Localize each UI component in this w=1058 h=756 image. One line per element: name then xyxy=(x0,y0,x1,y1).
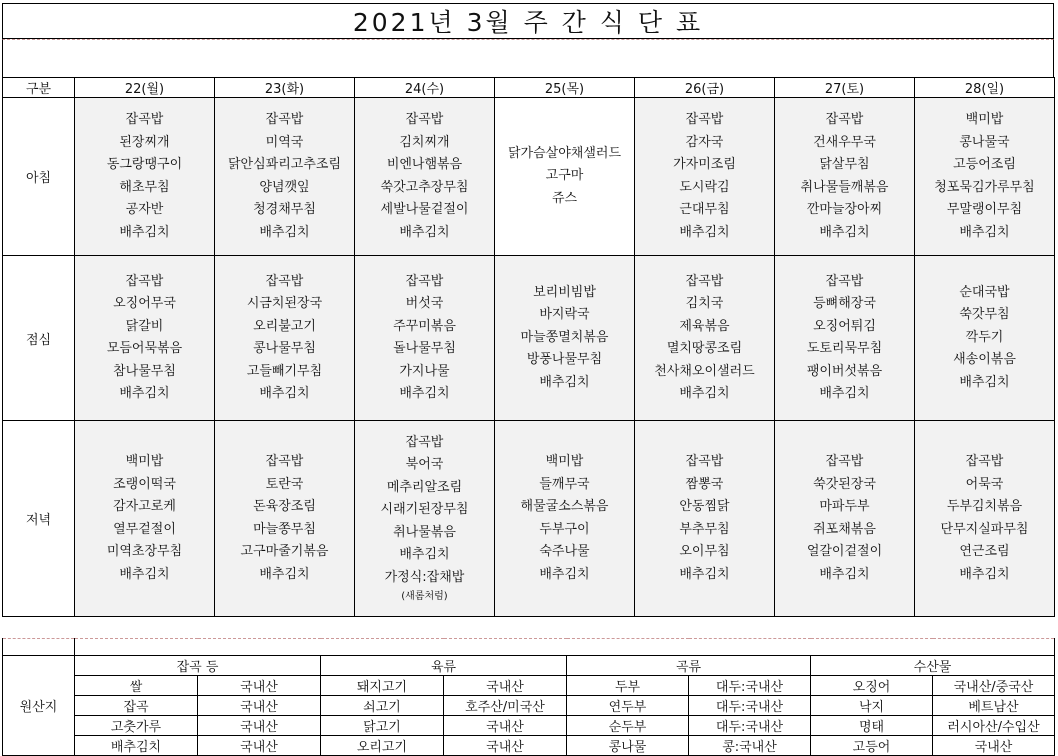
menu-item: 잡곡밥 xyxy=(685,112,724,127)
menu-item: 어묵국 xyxy=(965,476,1004,492)
origin-row xyxy=(3,696,1055,716)
day-cell xyxy=(75,256,215,421)
menu-item: 배추김치 xyxy=(259,386,310,401)
menu-item: 돈육장조림 xyxy=(253,499,316,514)
menu-item: 부추무침 xyxy=(679,521,730,537)
menu-item: 고등어조림 xyxy=(953,157,1016,172)
origin-item: 쌀 xyxy=(75,676,198,696)
origin-item: 연두부 xyxy=(567,696,689,716)
menu-item: 참나물무침 xyxy=(113,363,176,379)
menu-item: 가정식:잡채밥 xyxy=(384,569,465,585)
origin-country: 국내산 xyxy=(198,676,321,696)
day-cell xyxy=(775,256,915,421)
menu-item: 닭갈비 xyxy=(125,318,164,334)
menu-item: 바지락국 xyxy=(539,307,590,323)
menu-item: 배추김치 xyxy=(399,547,450,563)
origin-item: 배추김치 xyxy=(75,736,198,756)
day-cell xyxy=(495,98,635,256)
menu-item: 고구마 xyxy=(545,168,584,184)
menu-item: 토란국 xyxy=(265,476,304,492)
menu-item: 쥬스 xyxy=(551,190,578,206)
menu-item: 조랭이떡국 xyxy=(113,476,176,492)
origin-country: 콩:국내산 xyxy=(689,736,811,756)
menu-item: 배추김치 xyxy=(959,224,1010,240)
origin-item: 쇠고기 xyxy=(321,696,444,716)
menu-item: 멸치땅콩조림 xyxy=(666,341,743,356)
origin-item: 닭고기 xyxy=(321,716,444,736)
menu-item: 단무지실파무침 xyxy=(940,521,1029,537)
menu-item: 닭안심꽈리고추조림 xyxy=(227,157,342,172)
menu-item: 배추김치 xyxy=(959,566,1010,582)
menu-item: 김치국 xyxy=(685,296,724,311)
header-label: 구분 xyxy=(3,78,75,98)
menu-item: 건새우무국 xyxy=(813,134,876,150)
header-day: 25(목) xyxy=(495,78,635,98)
origin-country: 국내산 xyxy=(198,716,321,736)
day-cell xyxy=(75,421,215,617)
menu-item: 얼갈이겉절이 xyxy=(806,544,883,559)
menu-item: 해물굴소스볶음 xyxy=(520,499,609,514)
origin-item: 돼지고기 xyxy=(321,676,444,696)
menu-item: 시금치된장국 xyxy=(246,296,323,311)
menu-item: 배추김치 xyxy=(679,224,730,240)
day-cell xyxy=(915,421,1055,617)
menu-item: 오징어무국 xyxy=(113,296,176,311)
meal-label: 저녁 xyxy=(3,421,75,617)
menu-item: 배추김치 xyxy=(539,374,590,390)
menu-item: 해초무침 xyxy=(119,179,170,195)
menu-item: 팽이버섯볶음 xyxy=(806,363,883,379)
menu-item: 메추리알조림 xyxy=(386,479,463,495)
menu-item: 무말랭이무침 xyxy=(946,202,1023,217)
origin-item: 고춧가루 xyxy=(75,716,198,736)
menu-item: 잡곡밥 xyxy=(265,454,304,469)
menu-item: 연근조림 xyxy=(959,544,1010,559)
menu-item: 배추김치 xyxy=(259,224,310,240)
menu-item: 쥐포채볶음 xyxy=(813,521,876,537)
origin-item: 오리고기 xyxy=(321,736,444,756)
menu-item: 백미밥 xyxy=(545,454,584,469)
menu-item: 배추김치 xyxy=(819,566,870,582)
menu-item: 안동찜닭 xyxy=(679,499,730,514)
menu-item: 미역초장무침 xyxy=(106,544,183,559)
menu-item: 배추김치 xyxy=(959,374,1010,390)
menu-item: 등뼈해장국 xyxy=(813,296,876,311)
origin-item: 명태 xyxy=(811,716,933,736)
origin-row xyxy=(3,676,1055,696)
menu-item: 방풍나물무침 xyxy=(526,352,603,368)
origin-country: 호주산/미국산 xyxy=(444,696,567,716)
origin-country: 국내산/중국산 xyxy=(933,676,1055,696)
menu-item: 도시락김 xyxy=(679,179,730,195)
menu-item: 닭가슴살야채샐러드 xyxy=(507,145,622,161)
menu-item: 고들빼기무침 xyxy=(246,363,323,379)
meal-label: 점심 xyxy=(3,256,75,421)
menu-table xyxy=(2,77,1055,617)
origin-country: 국내산 xyxy=(198,696,321,716)
menu-item: 배추김치 xyxy=(399,224,450,240)
menu-item: 잡곡밥 xyxy=(405,273,444,289)
menu-item: 잡곡밥 xyxy=(265,273,304,289)
origin-country: 대두:국내산 xyxy=(689,696,811,716)
menu-item: 두부김치볶음 xyxy=(946,499,1023,514)
menu-item: 김치찌개 xyxy=(399,134,450,150)
origin-label: 원산지 xyxy=(3,656,75,756)
menu-item: 들깨무국 xyxy=(539,476,590,492)
day-cell xyxy=(75,98,215,256)
menu-item: 가지나물 xyxy=(399,363,450,379)
header-day: 23(화) xyxy=(215,78,355,98)
menu-item: 콩나물무침 xyxy=(253,341,316,356)
origin-item: 콩나물 xyxy=(567,736,689,756)
day-cell xyxy=(215,421,355,617)
origin-item: 순두부 xyxy=(567,716,689,736)
menu-item: 콩나물국 xyxy=(959,134,1010,150)
meal-row-lunch xyxy=(3,256,1055,421)
origin-country: 대두:국내산 xyxy=(689,716,811,736)
menu-item: 돌나물무침 xyxy=(393,341,456,356)
menu-item: 천사채오이샐러드 xyxy=(654,363,755,379)
day-cell xyxy=(495,421,635,617)
page-title: 2021년 3월 주 간 식 단 표 xyxy=(2,3,1054,39)
menu-item: 세발나물겉절이 xyxy=(380,202,469,217)
menu-item: 감자고로케 xyxy=(113,499,176,514)
menu-item: 잡곡밥 xyxy=(825,454,864,469)
day-cell xyxy=(635,421,775,617)
menu-item: 오리불고기 xyxy=(253,318,316,334)
menu-item: 취나물볶음 xyxy=(393,524,456,540)
menu-item: 제육볶음 xyxy=(679,318,730,334)
menu-item: 배추김치 xyxy=(119,224,170,240)
menu-item: 깍두기 xyxy=(965,329,1004,345)
spacer-row xyxy=(3,639,1055,656)
menu-item: 가자미조림 xyxy=(673,157,736,172)
day-cell xyxy=(495,256,635,421)
day-cell xyxy=(215,256,355,421)
origin-item: 낙지 xyxy=(811,696,933,716)
origin-country: 대두:국내산 xyxy=(689,676,811,696)
menu-note: (새롬처럼) xyxy=(401,591,448,603)
menu-item: 공자반 xyxy=(125,202,164,217)
menu-item: 미역국 xyxy=(265,134,304,150)
day-cell xyxy=(635,256,775,421)
menu-item: 배추김치 xyxy=(399,386,450,401)
menu-item: 버섯국 xyxy=(405,296,444,311)
menu-item: 배추김치 xyxy=(819,224,870,240)
header-day: 28(일) xyxy=(915,78,1055,98)
menu-item: 청경채무침 xyxy=(253,202,316,217)
menu-item: 배추김치 xyxy=(679,566,730,582)
origin-item: 두부 xyxy=(567,676,689,696)
menu-item: 시래기된장무침 xyxy=(380,502,469,518)
day-cell xyxy=(355,421,495,617)
menu-item: 청포묵김가루무침 xyxy=(934,179,1035,195)
menu-item: 새송이볶음 xyxy=(953,352,1016,368)
origin-country: 국내산 xyxy=(933,736,1055,756)
menu-item: 잡곡밥 xyxy=(825,112,864,127)
day-cell xyxy=(635,98,775,256)
menu-item: 두부구이 xyxy=(539,521,590,537)
menu-item: 잡곡밥 xyxy=(685,273,724,289)
menu-item: 양념깻잎 xyxy=(259,179,310,195)
origin-country: 국내산 xyxy=(444,716,567,736)
menu-item: 숙주나물 xyxy=(539,544,590,559)
day-cell xyxy=(775,421,915,617)
origin-category: 잡곡 등 xyxy=(75,656,321,676)
header-row xyxy=(3,78,1055,98)
menu-item: 모듬어묵볶음 xyxy=(106,341,183,356)
origin-country: 러시아산/수입산 xyxy=(933,716,1055,736)
menu-item: 깐마늘장아찌 xyxy=(806,202,883,217)
day-cell xyxy=(355,98,495,256)
menu-item: 마늘쫑무침 xyxy=(253,521,316,537)
menu-item: 잡곡밥 xyxy=(125,273,164,289)
header-day: 22(월) xyxy=(75,78,215,98)
menu-item: 잡곡밥 xyxy=(405,112,444,127)
menu-item: 잡곡밥 xyxy=(965,454,1004,469)
menu-item: 잡곡밥 xyxy=(405,434,444,450)
menu-item: 마늘쫑멸치볶음 xyxy=(520,329,609,345)
origin-category: 수산물 xyxy=(811,656,1055,676)
origin-table xyxy=(2,638,1055,756)
menu-item: 배추김치 xyxy=(119,566,170,582)
menu-item: 쑥갓고추장무침 xyxy=(380,179,469,195)
origin-category: 육류 xyxy=(321,656,567,676)
origin-country: 국내산 xyxy=(198,736,321,756)
header-day: 24(수) xyxy=(355,78,495,98)
menu-item: 보리비빔밥 xyxy=(533,284,596,300)
menu-item: 짬뽕국 xyxy=(685,476,724,492)
origin-country: 국내산 xyxy=(444,736,567,756)
meal-label: 아침 xyxy=(3,98,75,256)
menu-item: 고구마줄기볶음 xyxy=(240,544,329,559)
header-day: 27(토) xyxy=(775,78,915,98)
menu-item: 잡곡밥 xyxy=(685,454,724,469)
menu-item: 배추김치 xyxy=(259,566,310,582)
menu-item: 동그랑땡구이 xyxy=(106,157,183,172)
menu-item: 잡곡밥 xyxy=(125,112,164,127)
menu-item: 주꾸미볶음 xyxy=(393,318,456,334)
origin-item: 잡곡 xyxy=(75,696,198,716)
origin-country: 국내산 xyxy=(444,676,567,696)
menu-item: 마파두부 xyxy=(819,499,870,514)
origin-row xyxy=(3,736,1055,756)
blank-row xyxy=(2,39,1054,77)
menu-item: 오징어튀김 xyxy=(813,318,876,334)
meal-row-breakfast xyxy=(3,98,1055,256)
origin-item: 고등어 xyxy=(811,736,933,756)
day-cell xyxy=(915,98,1055,256)
day-cell xyxy=(355,256,495,421)
meal-row-dinner xyxy=(3,421,1055,617)
menu-item: 열무겉절이 xyxy=(113,521,176,537)
menu-item: 배추김치 xyxy=(539,566,590,582)
menu-item: 감자국 xyxy=(685,134,724,150)
day-cell xyxy=(775,98,915,256)
menu-item: 잡곡밥 xyxy=(825,273,864,289)
menu-item: 백미밥 xyxy=(125,454,164,469)
header-day: 26(금) xyxy=(635,78,775,98)
menu-item: 잡곡밥 xyxy=(265,112,304,127)
menu-item: 오이무침 xyxy=(679,544,730,559)
origin-country: 베트남산 xyxy=(933,696,1055,716)
menu-item: 근대무침 xyxy=(679,202,730,217)
menu-item: 배추김치 xyxy=(819,386,870,401)
menu-item: 배추김치 xyxy=(679,386,730,401)
menu-item: 취나물들깨볶음 xyxy=(800,179,889,195)
day-cell xyxy=(215,98,355,256)
origin-category: 곡류 xyxy=(567,656,811,676)
menu-item: 쑥갓된장국 xyxy=(813,476,876,492)
menu-item: 도토리묵무침 xyxy=(806,341,883,356)
menu-item: 쑥갓무침 xyxy=(959,307,1010,323)
menu-item: 닭살무침 xyxy=(819,157,870,172)
menu-item: 된장찌개 xyxy=(119,134,170,150)
menu-item: 북어국 xyxy=(405,457,444,473)
origin-header-row xyxy=(3,656,1055,676)
menu-item: 비엔나햄볶음 xyxy=(386,157,463,172)
origin-item: 오징어 xyxy=(811,676,933,696)
menu-item: 순대국밥 xyxy=(959,284,1010,300)
menu-item: 배추김치 xyxy=(119,386,170,401)
origin-row xyxy=(3,716,1055,736)
menu-item: 백미밥 xyxy=(965,112,1004,127)
day-cell xyxy=(915,256,1055,421)
